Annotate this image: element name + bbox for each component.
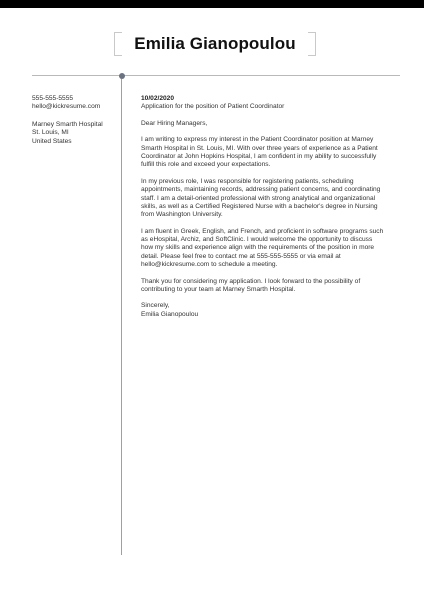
employer-line: St. Louis, MI (32, 129, 69, 137)
letter-body (141, 95, 397, 319)
paragraph-line: appointments, maintaining records, addressing patient concerns, and coordinating (141, 186, 381, 194)
vertical-divider (121, 79, 122, 555)
contact-sidebar (32, 95, 116, 146)
paragraph-line: detail. Please feel free to contact me at 555-555-5555 or via email at (141, 252, 341, 260)
applicant-name: Emilia Gianopoulou (134, 34, 296, 53)
letter-closing: Sincerely, (141, 302, 170, 310)
paragraph-line: fulfill this role and exceed your expectations. (141, 161, 271, 169)
name-header (114, 32, 316, 56)
paragraph-line: In my previous role, I was responsible for registering patients, scheduling (141, 177, 354, 185)
paragraph-line: I am fluent in Greek, English, and French, and proficient in software programs such (141, 227, 384, 235)
letter-signature: Emilia Gianopoulou (141, 310, 199, 318)
phone-number: 555-555-5555 (32, 95, 74, 102)
paragraph-line: hello@kickresume.com to schedule a meeting. (141, 260, 278, 268)
letter-paragraph (141, 228, 397, 269)
paragraph-line: staff. I am a detail-oriented professional with strong analytical and organizational (141, 194, 376, 202)
email-address: hello@kickresume.com (32, 103, 101, 111)
employer-address (32, 121, 116, 146)
employer-line: United States (32, 137, 72, 145)
paragraph-line: from Washington University. (141, 211, 223, 219)
divider-dot-icon (119, 73, 125, 79)
horizontal-divider (32, 75, 400, 76)
letter-paragraph (141, 136, 397, 169)
paragraph-line: Coordinator at John Hopkins Hospital, I am confident in my ability to successfully (141, 153, 377, 161)
paragraph-line: Thank you for considering my application. I look forward to the possibility of (141, 277, 361, 285)
letter-paragraph (141, 178, 397, 219)
paragraph-line: how my skills and experience align with the requirements of the position in more (141, 244, 375, 252)
employer-line: Marney Smarth Hospital (32, 120, 103, 128)
letter-paragraph (141, 278, 397, 295)
paragraph-line: as eHospital, Archiz, and SoftClinic. I would welcome the opportunity to discuss (141, 236, 373, 244)
right-bracket-decoration (308, 32, 316, 56)
paragraph-line: I am writing to express my interest in the Patient Coordinator position at Marney (141, 136, 374, 144)
paragraph-line: Smarth Hospital in St. Louis, MI. With over three years of experience as a Patient (141, 144, 378, 152)
letter-date: 10/02/2020 (141, 95, 175, 102)
letter-salutation: Dear Hiring Managers, (141, 119, 208, 127)
letter-subject: Application for the position of Patient Coordinator (141, 103, 285, 111)
top-band (0, 0, 424, 8)
paragraph-line: contributing to your team at Marney Smarth Hospital. (141, 285, 296, 293)
paragraph-line: skills, as well as a Certified Registered Nurse with a bachelor's degree in Nursing (141, 202, 378, 210)
